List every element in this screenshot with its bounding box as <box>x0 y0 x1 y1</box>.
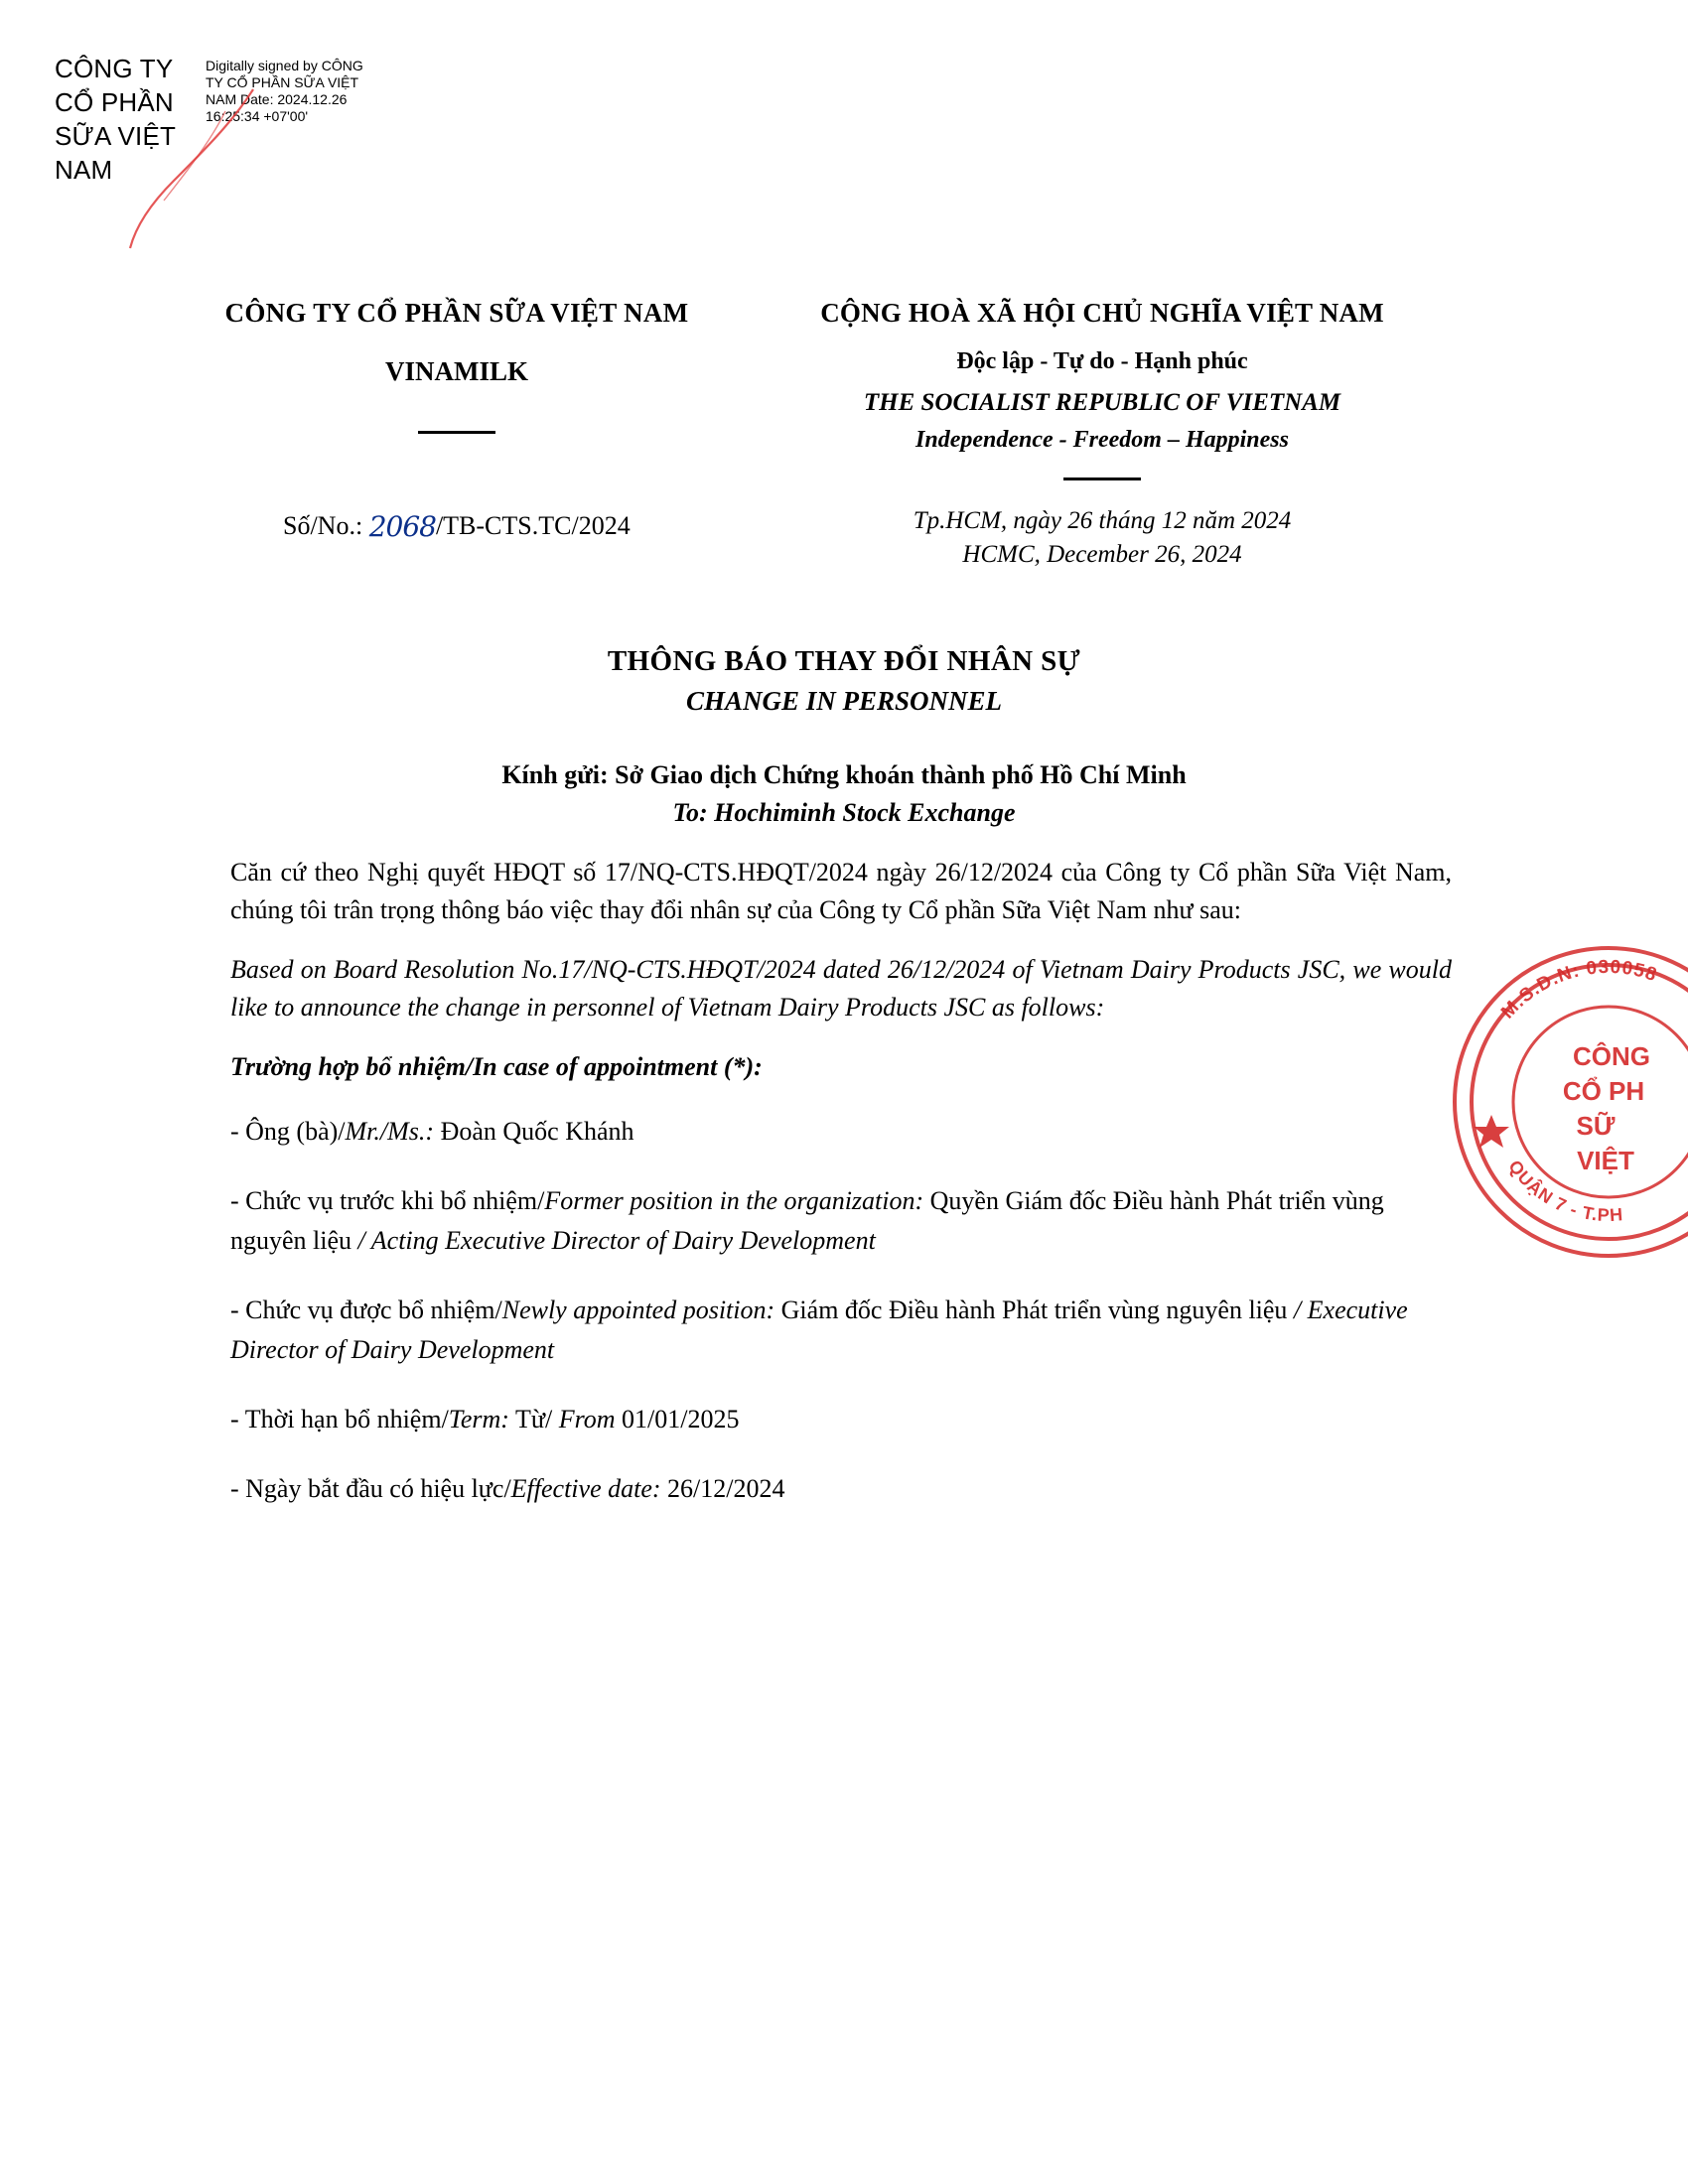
item-person-label-vn: - Ông (bà)/ <box>230 1117 346 1146</box>
republic-name-en: THE SOCIALIST REPUBLIC OF VIETNAM <box>863 389 1341 416</box>
item-former-position-value-vn: Quyền Giám đốc Điều hành Phát triển vùng nguyên liệu <box>230 1186 1384 1255</box>
place-date-vn: Tp.HCM, ngày 26 tháng 12 năm 2024 <box>913 507 1292 534</box>
section-heading-appointment: Trường hợp bổ nhiệm/In case of appointment (*): <box>230 1052 763 1081</box>
item-effective-date-value: 26/12/2024 <box>660 1474 785 1503</box>
seal-star-icon <box>1474 1115 1509 1148</box>
item-person <box>230 1112 1452 1152</box>
item-new-position-label-vn: - Chức vụ được bổ nhiệm/ <box>230 1296 502 1324</box>
item-term-date: 01/01/2025 <box>622 1405 740 1433</box>
seal-center-line-2: CỔ PH <box>1562 1076 1645 1106</box>
intro-paragraph-vn: Căn cứ theo Nghị quyết HĐQT số 17/NQ-CTS.HĐQT/2024 ngày 26/12/2024 của Công ty Cổ phần Sữa Việt Nam, chúng tôi trân trọng thông báo việc thay đổi nhân sự của Công ty Cổ phần Sữa Việt Nam như sau: <box>230 858 1452 924</box>
intro-paragraph-en: Based on Board Resolution No.17/NQ-CTS.HĐQT/2024 dated 26/12/2024 of Vietnam Dairy Products JSC, we would like to announce the change in personnel of Vietnam Dairy Products JSC as follows: <box>230 955 1452 1022</box>
seal-center-line-4: VIỆT <box>1577 1146 1634 1175</box>
document-number-label: Số/No.: <box>283 511 363 540</box>
republic-name-vn: CỘNG HOÀ XÃ HỘI CHỦ NGHĨA VIỆT NAM <box>820 298 1384 328</box>
signature-company-name: CÔNG TY CỔ PHẦN SỮA VIỆT NAM <box>55 54 176 185</box>
seal-center-line-3: SỮ <box>1576 1111 1616 1141</box>
item-term-value-en: From <box>558 1405 623 1433</box>
item-term-value-vn: Từ/ <box>508 1405 559 1433</box>
item-new-position-label-en: Newly appointed position: <box>501 1296 775 1324</box>
header-right-column <box>755 298 1450 480</box>
header-left-column <box>174 298 740 434</box>
national-motto-vn: Độc lập - Tự do - Hạnh phúc <box>956 348 1248 374</box>
document-body <box>230 854 1452 1539</box>
place-date-en: HCMC, December 26, 2024 <box>962 541 1242 568</box>
company-name-vn: CÔNG TY CỔ PHẦN SỮA VIỆT NAM <box>224 298 689 328</box>
title-block <box>0 645 1688 828</box>
digital-signature-block <box>55 52 382 230</box>
item-effective-date-label-en: Effective date: <box>510 1474 661 1503</box>
svg-text:M.S.D.N: 030058 <box>1497 957 1660 1023</box>
page-title-vn: THÔNG BÁO THAY ĐỔI NHÂN SỰ <box>607 645 1081 677</box>
item-former-position <box>230 1181 1452 1261</box>
seal-top-text: M.S.D.N: 030058 <box>1496 956 1660 1024</box>
item-person-label-en: Mr./Ms. <box>345 1117 426 1146</box>
item-former-position-label-vn: - Chức vụ trước khi bổ nhiệm/ <box>230 1186 545 1215</box>
item-new-position-value-en: / Executive Director of Dairy Development <box>230 1296 1408 1364</box>
item-effective-date <box>230 1469 1452 1509</box>
item-new-position-value-vn: Giám đốc Điều hành Phát triển vùng nguyên liệu <box>774 1296 1294 1324</box>
place-date-block <box>755 504 1450 572</box>
item-new-position <box>230 1291 1452 1370</box>
company-seal-stamp <box>1445 938 1688 1266</box>
item-term-label-vn: - Thời hạn bổ nhiệm/ <box>230 1405 449 1433</box>
item-term-label-en: Term: <box>448 1405 509 1433</box>
svg-text:QUẬN 7 - T.PH <box>1504 1157 1624 1225</box>
header-left-divider <box>418 431 495 434</box>
item-person-value: Đoàn Quốc Khánh <box>440 1117 634 1146</box>
signature-metadata: Digitally signed by CÔNG TY CỔ PHẦN SỮA VIỆT NAM Date: 2024.12.26 16:25:34 +07'00' <box>206 58 363 124</box>
item-former-position-value-en: / Acting Executive Director of Dairy Development <box>357 1226 876 1255</box>
header-right-divider <box>1063 478 1141 480</box>
seal-center-line-1: CÔNG <box>1573 1041 1650 1071</box>
seal-bottom-text: QUẬN 7 - T.PH <box>1504 1157 1624 1226</box>
company-brand: VINAMILK <box>384 356 528 386</box>
page-title-en: CHANGE IN PERSONNEL <box>685 686 1003 716</box>
national-motto-en: Independence - Freedom – Happiness <box>915 427 1289 453</box>
recipient-en: To: Hochiminh Stock Exchange <box>672 798 1016 827</box>
document-number-handwritten: 2068 <box>368 510 436 543</box>
recipient-vn: Kính gửi: Sở Giao dịch Chứng khoán thành phố Hồ Chí Minh <box>501 760 1187 789</box>
item-person-separator: : <box>425 1117 441 1146</box>
item-effective-date-label-vn: - Ngày bắt đầu có hiệu lực/ <box>230 1474 511 1503</box>
document-number-suffix: /TB-CTS.TC/2024 <box>435 511 631 540</box>
item-term <box>230 1400 1452 1439</box>
document-number-line <box>283 508 631 541</box>
item-former-position-label-en: Former position in the organization: <box>544 1186 924 1215</box>
